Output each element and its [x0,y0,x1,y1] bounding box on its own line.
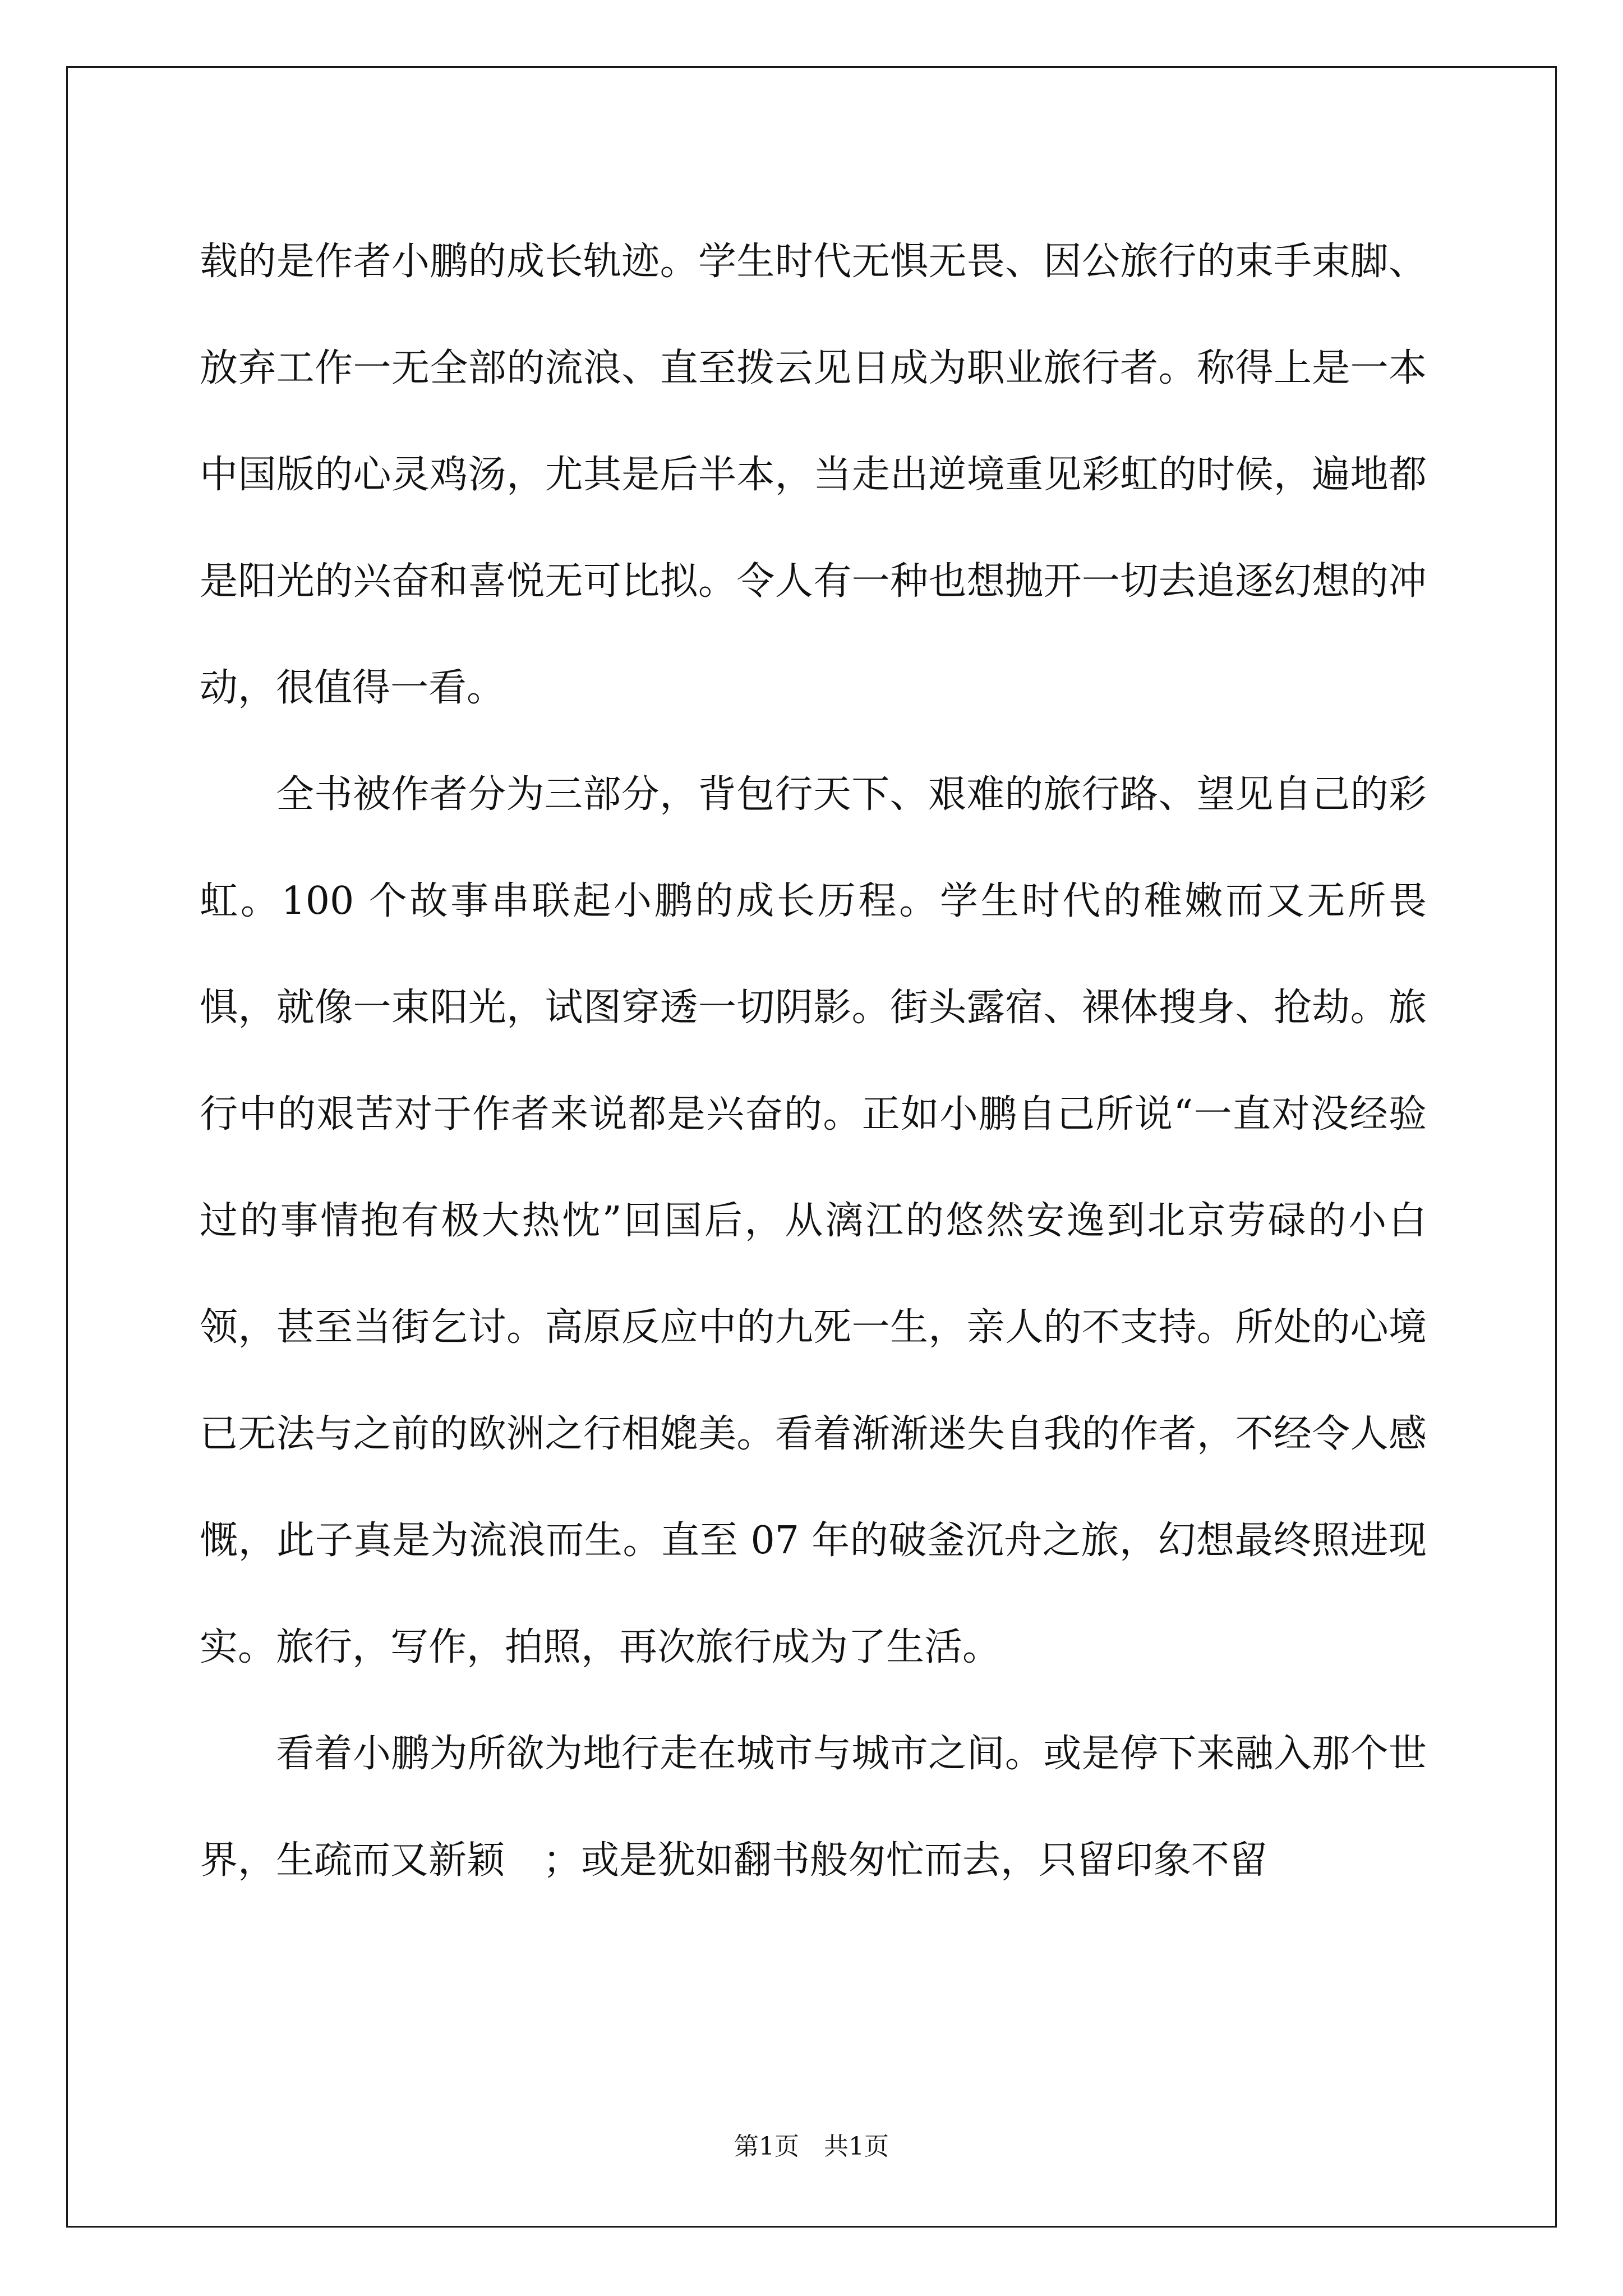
page-number: 第1页 共1页 [734,2132,889,2161]
page-footer [0,2126,1623,2162]
paragraph-1: 载的是作者小鹏的成长轨迹。学生时代无惧无畏、因公旅行的束手束脚、放弃工作一无全部的流浪、直至拨云见日成为职业旅行者。称得上是一本中国版的心灵鸡汤，尤其是后半本，当走出逆境重见彩虹的时候，遍地都是阳光的兴奋和喜悦无可比拟。令人有一种也想抛开一切去追逐幻想的冲动，很值得一看。 [200,240,1427,710]
document-body [200,209,1427,1914]
paragraph-2: 全书被作者分为三部分，背包行天下、艰难的旅行路、望见自己的彩虹。100 个故事串联起小鹏的成长历程。学生时代的稚嫩而又无所畏惧，就像一束阳光，试图穿透一切阴影。街头露宿、裸体搜身、抢劫。旅行中的艰苦对于作者来说都是兴奋的。正如小鹏自己所说“一直对没经验过的事情抱有极大热忱”回国后，从漓江的悠然安逸到北京劳碌的小白领，甚至当街乞讨。高原反应中的九死一生，亲人的不支持。所处的心境已无法与之前的欧洲之行相媲美。看着渐渐迷失自我的作者，不经令人感慨，此子真是为流浪而生。直至 07 年的破釜沉舟之旅，幻想最终照进现实。旅行，写作，拍照，再次旅行成为了生活。 [200,772,1427,1669]
paragraph-3: 看着小鹏为所欲为地行走在城市与城市之间。或是停下来融入那个世界，生疏而又新颖 ；或是犹如翻书般匆忙而去，只留印象不留 [200,1732,1427,1883]
